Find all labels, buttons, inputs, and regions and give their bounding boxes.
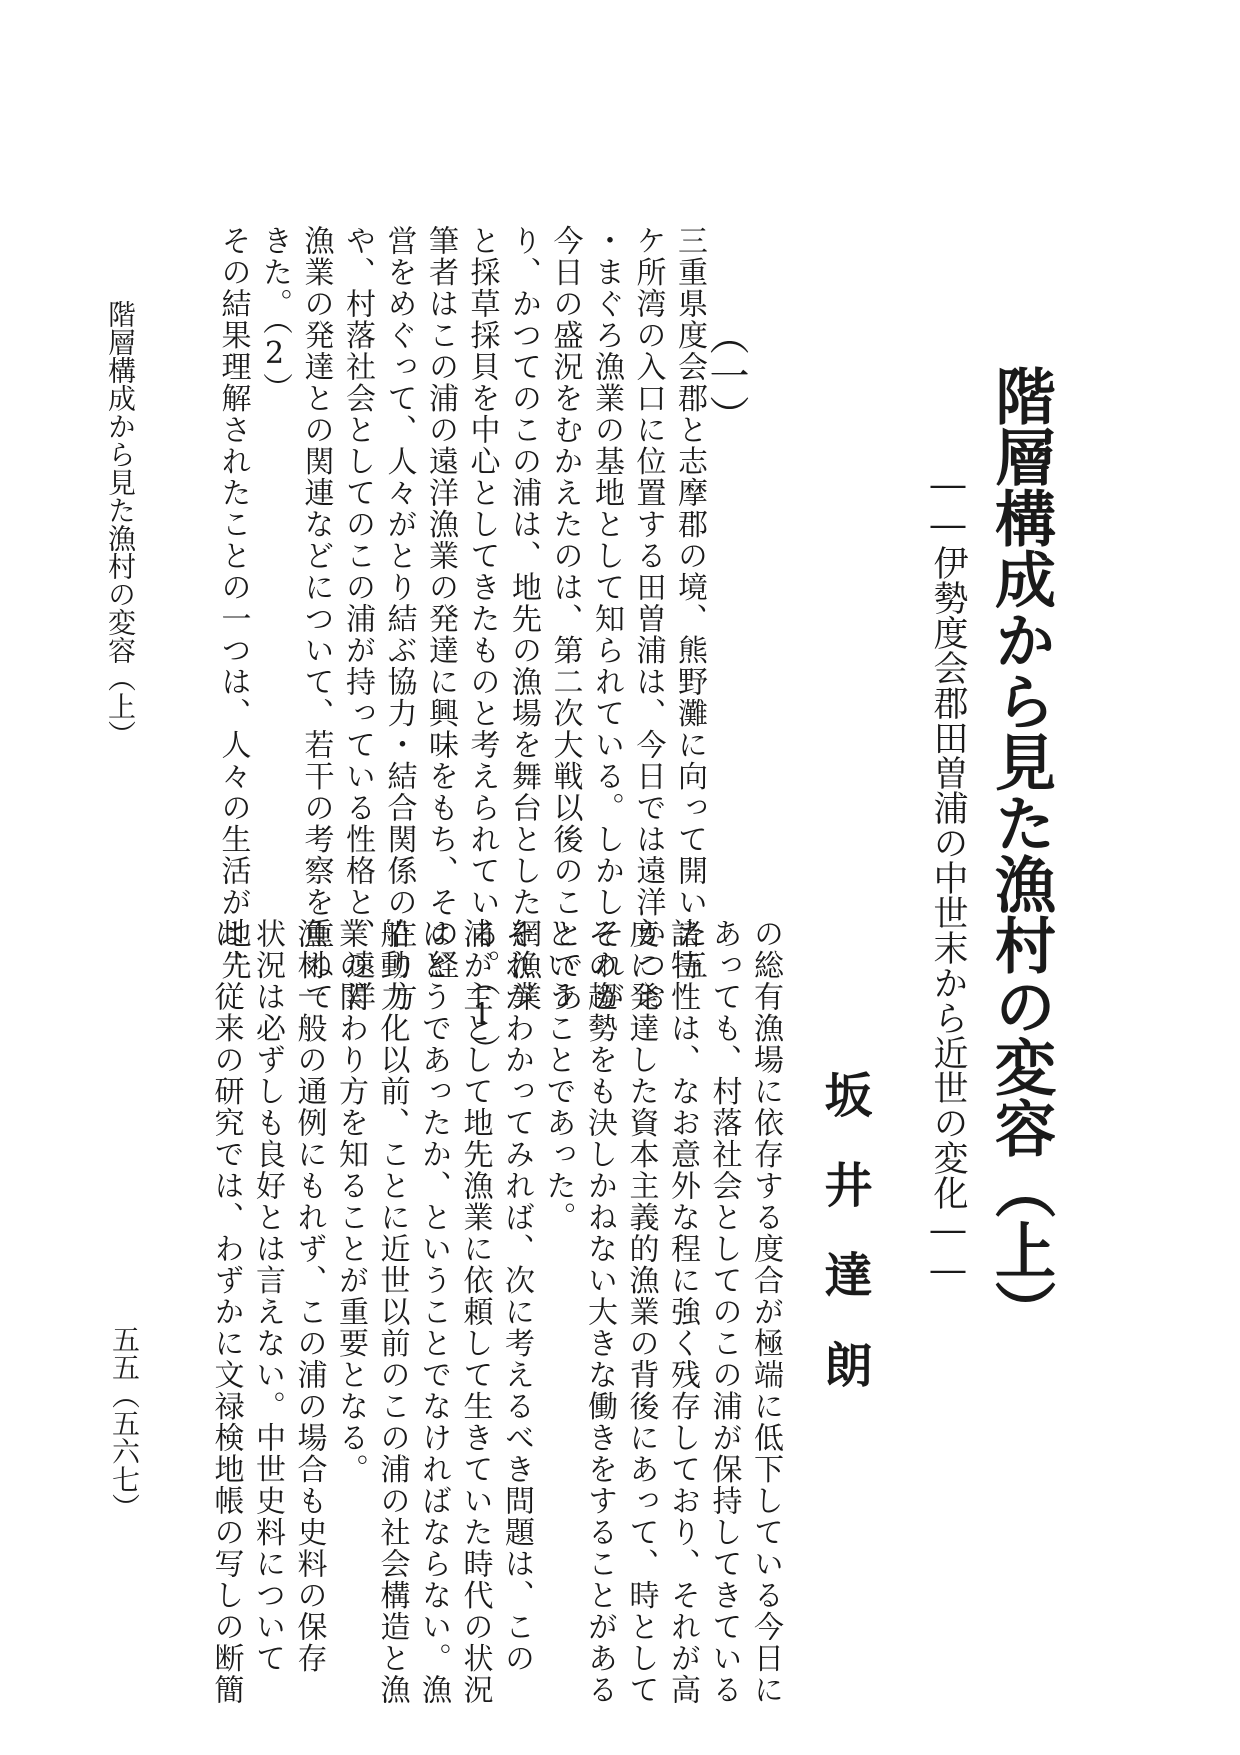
text-column: の総有漁場に依存する度合が極端に低下している今日に — [748, 918, 783, 1706]
text-column: や、村落社会としてのこの浦が持っている性格と、遠洋 — [340, 225, 375, 1013]
text-column: と採草採貝を中心としてきたものと考えられている。（1） — [464, 225, 500, 1066]
running-head: 階層構成から見た漁村の変容（上） — [104, 300, 137, 748]
text-column: 諸特性は、なお意外な程に強く残存しており、それが高 — [665, 918, 700, 1706]
article-title: 階層構成から見た漁村の変容（上） — [985, 365, 1056, 1341]
text-column: 筆者はこの浦の遠洋漁業の発達に興味をもち、その経 — [423, 225, 458, 981]
text-column: 三重県度会郡と志摩郡の境、熊野灘に向って開いた五 — [672, 225, 707, 981]
text-column: きた。（2） — [257, 225, 292, 404]
text-column: 浦が主として地先漁業に依頼して生きていた時代の状況 — [457, 918, 493, 1706]
text-column: 今日の盛況をむかえたのは、第二次大戦以後のことであ — [547, 225, 583, 1013]
text-column: はどうであったか、ということでなければならない。漁 — [416, 918, 451, 1706]
page-number: 五五（五六七） — [108, 1325, 141, 1521]
text-column: 漁業の発達との関連などについて、若干の考察を重ねて — [298, 225, 334, 1013]
text-column: ・まぐろ漁業の基地として知られている。しかしそれが — [589, 225, 624, 1013]
text-column: 業の関わり方を知ることが重要となる。 — [333, 918, 368, 1485]
section-heading: （一） — [703, 315, 749, 435]
text-column: それがわかってみれば、次に考えるべき問題は、この — [499, 918, 534, 1674]
author-name: 坂井達朗 — [816, 1070, 872, 1430]
text-column: その趨勢をも決しかねない大きな働きをすることがある — [582, 918, 617, 1706]
upper-text-block — [195, 225, 710, 1066]
text-column: 漁村一般の通例にもれず、この浦の場合も史料の保存 — [291, 918, 327, 1674]
text-column: り、かつてのこの浦は、地先の漁場を舞台とした網漁業 — [506, 225, 541, 1013]
text-column: その結果理解されたことの一つは、人々の生活が地先 — [215, 225, 251, 981]
text-column: 営をめぐって、人々がとり結ぶ協力・結合関係の在り方 — [381, 225, 417, 1013]
text-column: ケ所湾の入口に位置する田曽浦は、今日では遠洋かつお — [630, 225, 666, 1013]
article-subtitle: ――伊勢度会郡田曽浦の中世末から近世の変化―― — [928, 465, 968, 1290]
text-column: は、従来の研究では、わずかに文禄検地帳の写しの断簡 — [208, 918, 244, 1706]
text-column: ということであった。 — [540, 918, 576, 1233]
text-column: 船動力化以前、ことに近世以前のこの浦の社会構造と漁 — [374, 918, 410, 1706]
text-column: あっても、村落社会としてのこの浦が保持してきている — [706, 918, 742, 1706]
text-column: 状況は必ずしも良好とは言えない。中世史料について — [250, 918, 285, 1674]
lower-text-block — [208, 918, 786, 1706]
text-column: 度に発達した資本主義的漁業の背後にあって、時として — [623, 918, 659, 1706]
